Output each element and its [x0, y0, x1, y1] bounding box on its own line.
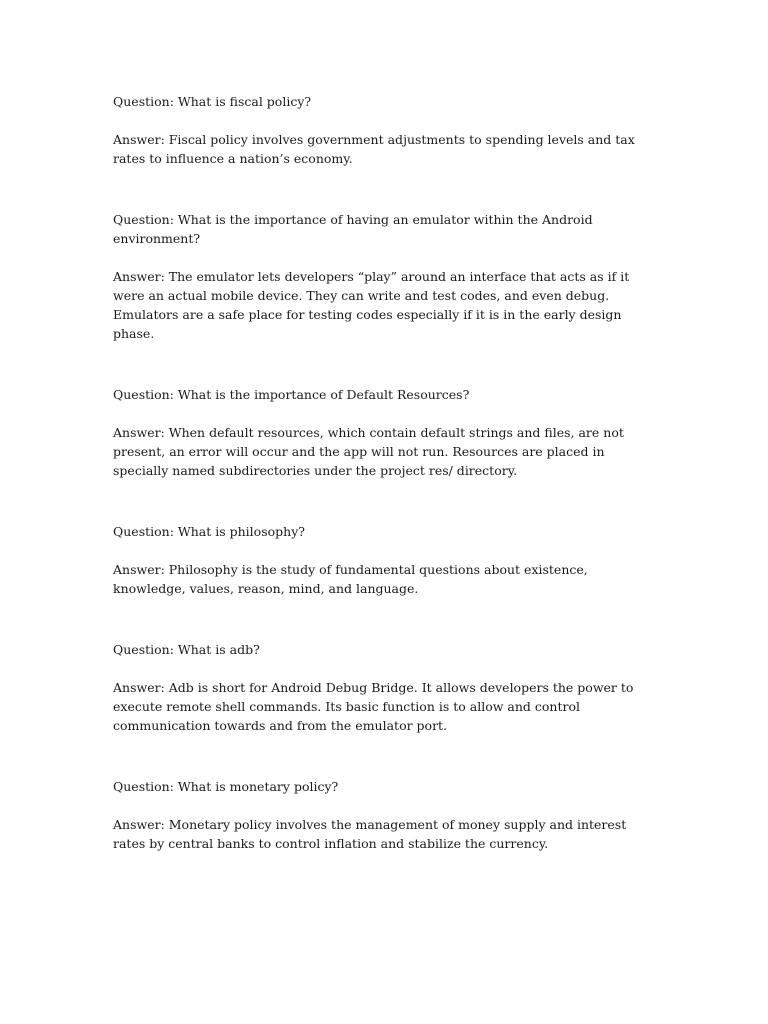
- question-text: Question: What is philosophy?: [113, 524, 305, 539]
- answer-text: Answer: Monetary policy involves the management of money supply and interest rates by central banks to control inflation and stabilize the currency.: [113, 817, 627, 851]
- qa-item-adb: [113, 640, 658, 735]
- question-text: Question: What is monetary policy?: [113, 779, 339, 794]
- question-text: Question: What is adb?: [113, 642, 260, 657]
- answer-text: Answer: Adb is short for Android Debug Bridge. It allows developers the power to execute remote shell commands. Its basic function is to allow and control communication towards and from the emulator port.: [113, 680, 634, 733]
- question-text: Question: What is the importance of Default Resources?: [113, 387, 470, 402]
- answer-text: Answer: The emulator lets developers “play” around an interface that acts as if it were an actual mobile device. They can write and test codes, and even debug. Emulators are a safe place for testing codes especially if it is in the early design phase.: [113, 269, 630, 341]
- question-text: Question: What is fiscal policy?: [113, 94, 312, 109]
- qa-item-default-resources: [113, 385, 658, 480]
- answer-text: Answer: When default resources, which contain default strings and files, are not present, an error will occur and the app will not run. Resources are placed in specially named subdirectories under the project res/ directory.: [113, 425, 624, 478]
- qa-item-monetary-policy: [113, 777, 658, 853]
- answer-text: Answer: Philosophy is the study of fundamental questions about existence, knowledge, values, reason, mind, and language.: [113, 562, 588, 596]
- qa-item-emulator: [113, 210, 658, 343]
- question-text: Question: What is the importance of having an emulator within the Android environment?: [113, 212, 593, 246]
- qa-item-philosophy: [113, 522, 658, 598]
- answer-text: Answer: Fiscal policy involves government adjustments to spending levels and tax rates to influence a nation’s economy.: [113, 132, 635, 166]
- qa-item-fiscal-policy: [113, 92, 658, 168]
